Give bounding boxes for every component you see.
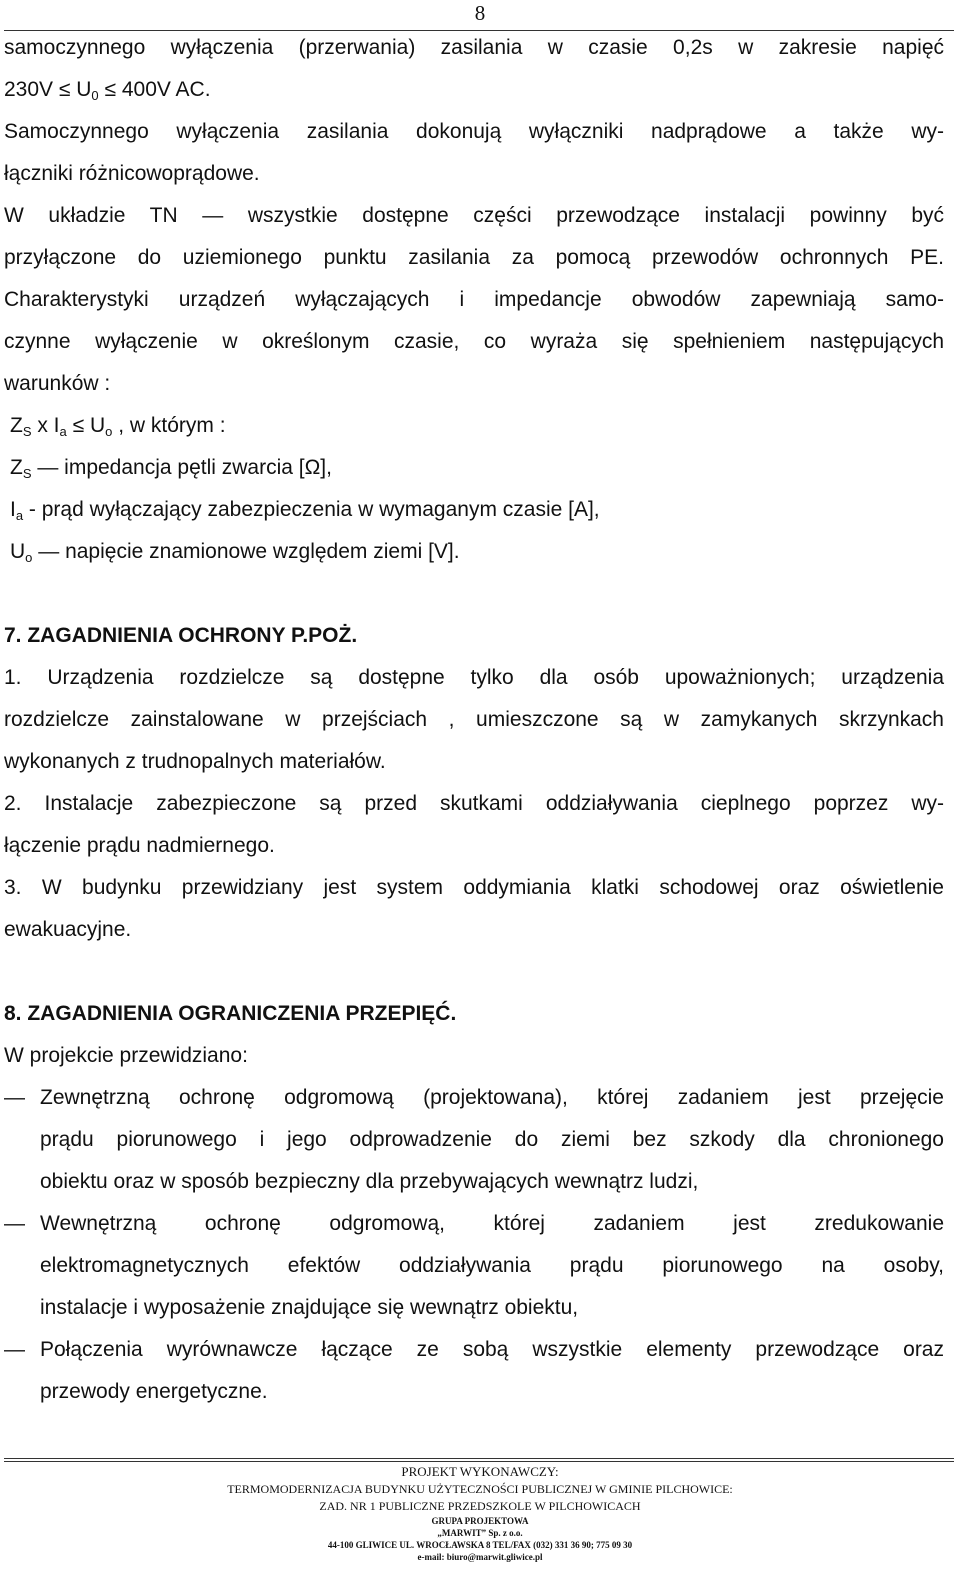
body-line: 3. W budynku przewidziany jest system oddymiania klatki schodowej oraz oświetlenie: [4, 876, 944, 899]
dash-icon: —: [4, 1212, 25, 1235]
dash-icon: —: [4, 1338, 25, 1361]
footer-rule: [4, 1461, 954, 1462]
body-line: Samoczynnego wyłączenia zasilania dokonują wyłączniki nadprądowe a także wy-: [4, 120, 944, 143]
footer-company-email: e-mail: biuro@marwit.gliwice.pl: [417, 1552, 543, 1562]
footer-company-group: GRUPA PROJEKTOWA: [431, 1516, 529, 1526]
section-heading: 7. ZAGADNIENIA OCHRONY P.POŻ.: [4, 624, 358, 647]
body-line: W projekcie przewidziano:: [4, 1044, 248, 1067]
body-line: rozdzielcze zainstalowane w przejściach , umieszczone są w zamykanych skrzynkach: [4, 708, 944, 731]
definition-line: $I_a$ - prąd wyłączający zabezpieczenia w wymaganym czasie [A],: [10, 498, 600, 523]
list-item: [4, 1077, 944, 1203]
list-item: [4, 1203, 944, 1329]
body-line: samoczynnego wyłączenia (przerwania) zasilania w czasie 0,2s w zakresie napięć: [4, 36, 944, 59]
list-item-line: obiektu oraz w sposób bezpieczny dla przebywających wewnątrz ludzi,: [40, 1170, 699, 1193]
list-item-line: prądu piorunowego i jego odprowadzenie do ziemi bez szkody dla chronionego: [40, 1128, 944, 1151]
body-line: Charakterystyki urządzeń wyłączających i impedancje obwodów zapewniają samo-: [4, 288, 944, 311]
body-line: warunków :: [4, 372, 111, 395]
footer-project-type: PROJEKT WYKONAWCZY:: [401, 1464, 559, 1479]
list-item-line: Wewnętrzną ochronę odgromową, której zadaniem jest zredukowanie: [40, 1212, 944, 1235]
footer-company-address: 44-100 GLIWICE UL. WROCŁAWSKA 8 TEL/FAX (032) 331 36 90; 775 09 30: [327, 1540, 633, 1550]
body-line: 2. Instalacje zabezpieczone są przed skutkami oddziaływania cieplnego poprzez wy-: [4, 792, 944, 815]
body-line: łączniki różnicowoprądowe.: [4, 162, 260, 185]
footer-project-title: TERMOMODERNIZACJA BUDYNKU UŻYTECZNOŚCI PUBLICZNEJ W GMINIE PILCHOWICE:: [227, 1482, 733, 1496]
list-item-line: Połączenia wyrównawcze łączące ze sobą wszystkie elementy przewodzące oraz: [40, 1338, 944, 1361]
section-heading: 8. ZAGADNIENIA OGRANICZENIA PRZEPIĘĆ.: [4, 1002, 457, 1025]
body-line: ewakuacyjne.: [4, 918, 132, 941]
page-body: [4, 27, 944, 1413]
footer-project-task: ZAD. NR 1 PUBLICZNE PRZEDSZKOLE W PILCHOWICACH: [319, 1499, 641, 1513]
definition-line: $U_o$ — napięcie znamionowe względem ziemi [V].: [10, 540, 460, 565]
body-line: przyłączone do uziemionego punktu zasilania za pomocą przewodów ochronnych PE.: [4, 246, 944, 269]
spacer: [4, 573, 944, 615]
definition-line: $Z_S$ — impedancja pętli zwarcia [Ω],: [10, 456, 332, 481]
list-item-line: elektromagnetycznych efektów oddziaływania prądu piorunowego na osoby,: [40, 1254, 944, 1277]
list-item-line: instalacje i wyposażenie znajdujące się wewnątrz obiektu,: [40, 1296, 579, 1319]
list-item-line: przewody energetyczne.: [40, 1380, 268, 1403]
voltage-range-line: $230V \le U_0 \le 400V$ AC.: [4, 78, 211, 103]
footer-rule: [4, 1458, 954, 1459]
page-footer: [0, 1463, 960, 1563]
list-item-line: Zewnętrzną ochronę odgromową (projektowana), której zadaniem jest przejęcie: [40, 1086, 944, 1109]
body-line: W układzie TN — wszystkie dostępne części przewodzące instalacji powinny być: [4, 204, 944, 227]
body-line: wykonanych z trudnopalnych materiałów.: [4, 750, 386, 773]
footer-company-name: „MARWIT” Sp. z o.o.: [437, 1528, 523, 1538]
dash-icon: —: [4, 1086, 25, 1109]
body-line: czynne wyłączenie w określonym czasie, co wyraża się spełnieniem następujących: [4, 330, 944, 353]
list-item: [4, 1329, 944, 1413]
body-line: 1. Urządzenia rozdzielcze są dostępne tylko dla osób upoważnionych; urządzenia: [4, 666, 944, 689]
page-number: 8: [474, 1, 486, 25]
spacer: [4, 951, 944, 993]
body-line: łączenie prądu nadmiernego.: [4, 834, 275, 857]
formula-line: $Z_S$ x $I_a \le U_o$ , w którym :: [10, 414, 226, 439]
